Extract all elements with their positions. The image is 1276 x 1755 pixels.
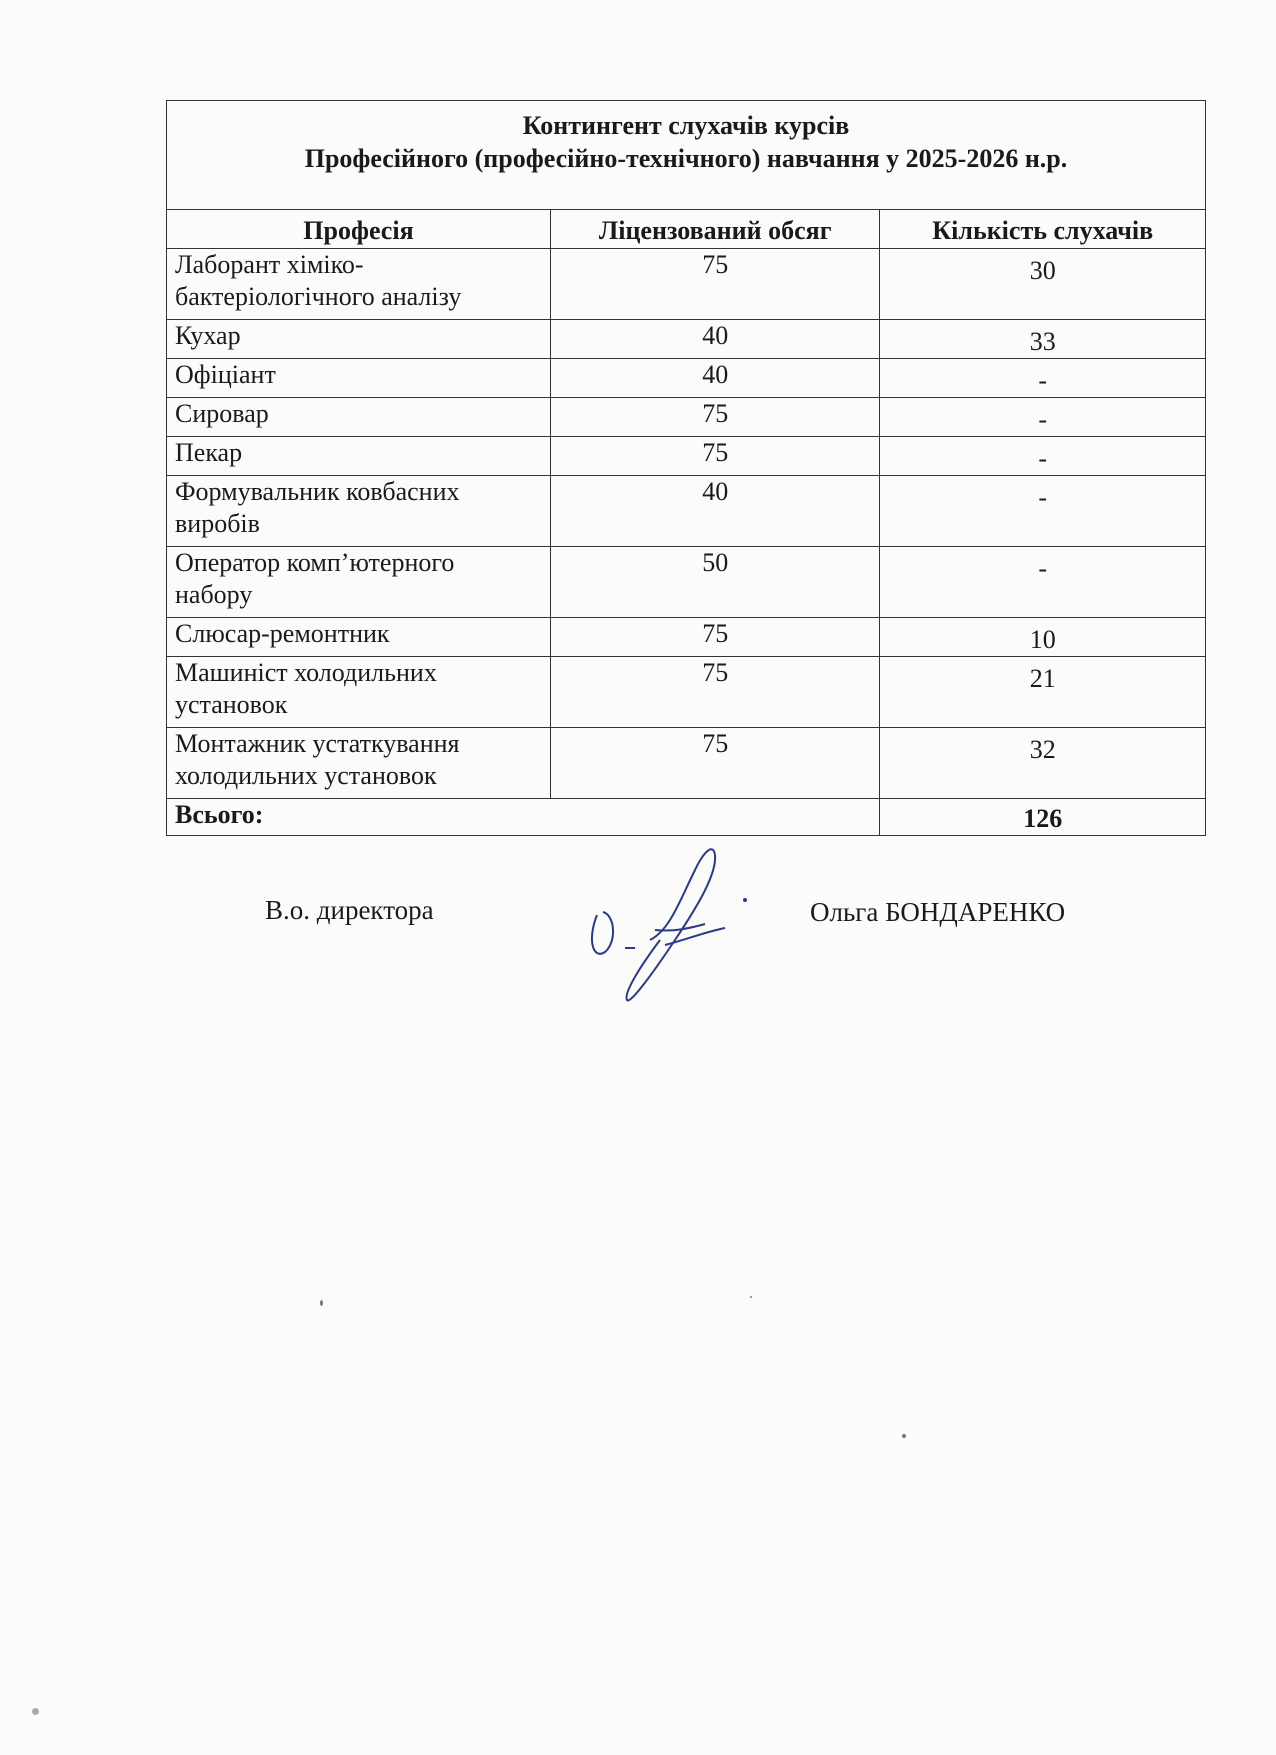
contingent-table [166,100,1206,836]
profession-line: набору [175,580,253,609]
signatory-name: Ольга БОНДАРЕНКО [810,897,1066,927]
profession-cell [167,657,551,728]
profession-cell [167,728,551,799]
profession-line: бактеріологічного аналізу [175,282,462,311]
volume-cell: 40 [550,359,880,398]
table-title-row [167,101,1206,210]
scan-speck [320,1300,323,1306]
count-cell: - [880,547,1206,618]
profession-line: Формувальник ковбасних [175,477,460,506]
header-licensed-volume: Ліцензований обсяг [550,210,880,249]
volume-cell: 75 [550,657,880,728]
signature-stroke [592,912,613,954]
volume-cell: 40 [550,476,880,547]
signatory-role: В.о. директора [265,895,434,925]
table-row [167,728,1206,799]
table-title-cell [167,101,1206,210]
profession-line: установок [175,690,288,719]
count-cell: 10 [880,618,1206,657]
volume-cell: 50 [550,547,880,618]
profession-line: Оператор комп’ютерного [175,548,455,577]
signature-block [0,895,1276,1015]
profession-line: виробів [175,509,260,538]
header-student-count: Кількість слухачів [880,210,1206,249]
volume-cell: 75 [550,437,880,476]
table-row [167,476,1206,547]
count-cell: - [880,359,1206,398]
total-value: 126 [880,799,1206,836]
scan-speck [32,1708,39,1715]
table-row [167,359,1206,398]
table-row [167,618,1206,657]
document-title-line1: Контингент слухачів курсів [522,111,850,140]
table-row [167,398,1206,437]
volume-cell: 75 [550,618,880,657]
profession-line: Машиніст холодильних [175,658,437,687]
table-header-row [167,210,1206,249]
count-cell: 32 [880,728,1206,799]
profession-line: Монтажник устаткування [175,729,460,758]
volume-cell: 75 [550,398,880,437]
scan-speck [750,1296,752,1298]
profession-cell: Слюсар-ремонтник [167,618,551,657]
volume-cell: 75 [550,249,880,320]
count-cell: - [880,476,1206,547]
count-cell: - [880,437,1206,476]
table-row [167,437,1206,476]
table-row [167,547,1206,618]
document-title-line2: Професійного (професійно-технічного) навчання у 2025-2026 н.р. [304,144,1068,173]
total-label: Всього: [167,799,880,836]
profession-cell [167,476,551,547]
profession-line: Лаборант хіміко- [175,250,364,279]
count-cell: 30 [880,249,1206,320]
profession-cell [167,249,551,320]
scan-speck [902,1434,906,1438]
handwritten-signature [575,820,765,1010]
profession-cell [167,547,551,618]
count-cell: 33 [880,320,1206,359]
table-row [167,657,1206,728]
volume-cell: 75 [550,728,880,799]
table-row [167,320,1206,359]
profession-cell: Сировар [167,398,551,437]
header-profession: Професія [167,210,551,249]
count-cell: 21 [880,657,1206,728]
volume-cell: 40 [550,320,880,359]
table-row [167,249,1206,320]
profession-line: холодильних установок [175,761,437,790]
signature-dot [743,898,747,902]
count-cell: - [880,398,1206,437]
profession-cell: Офіціант [167,359,551,398]
profession-cell: Пекар [167,437,551,476]
profession-cell: Кухар [167,320,551,359]
